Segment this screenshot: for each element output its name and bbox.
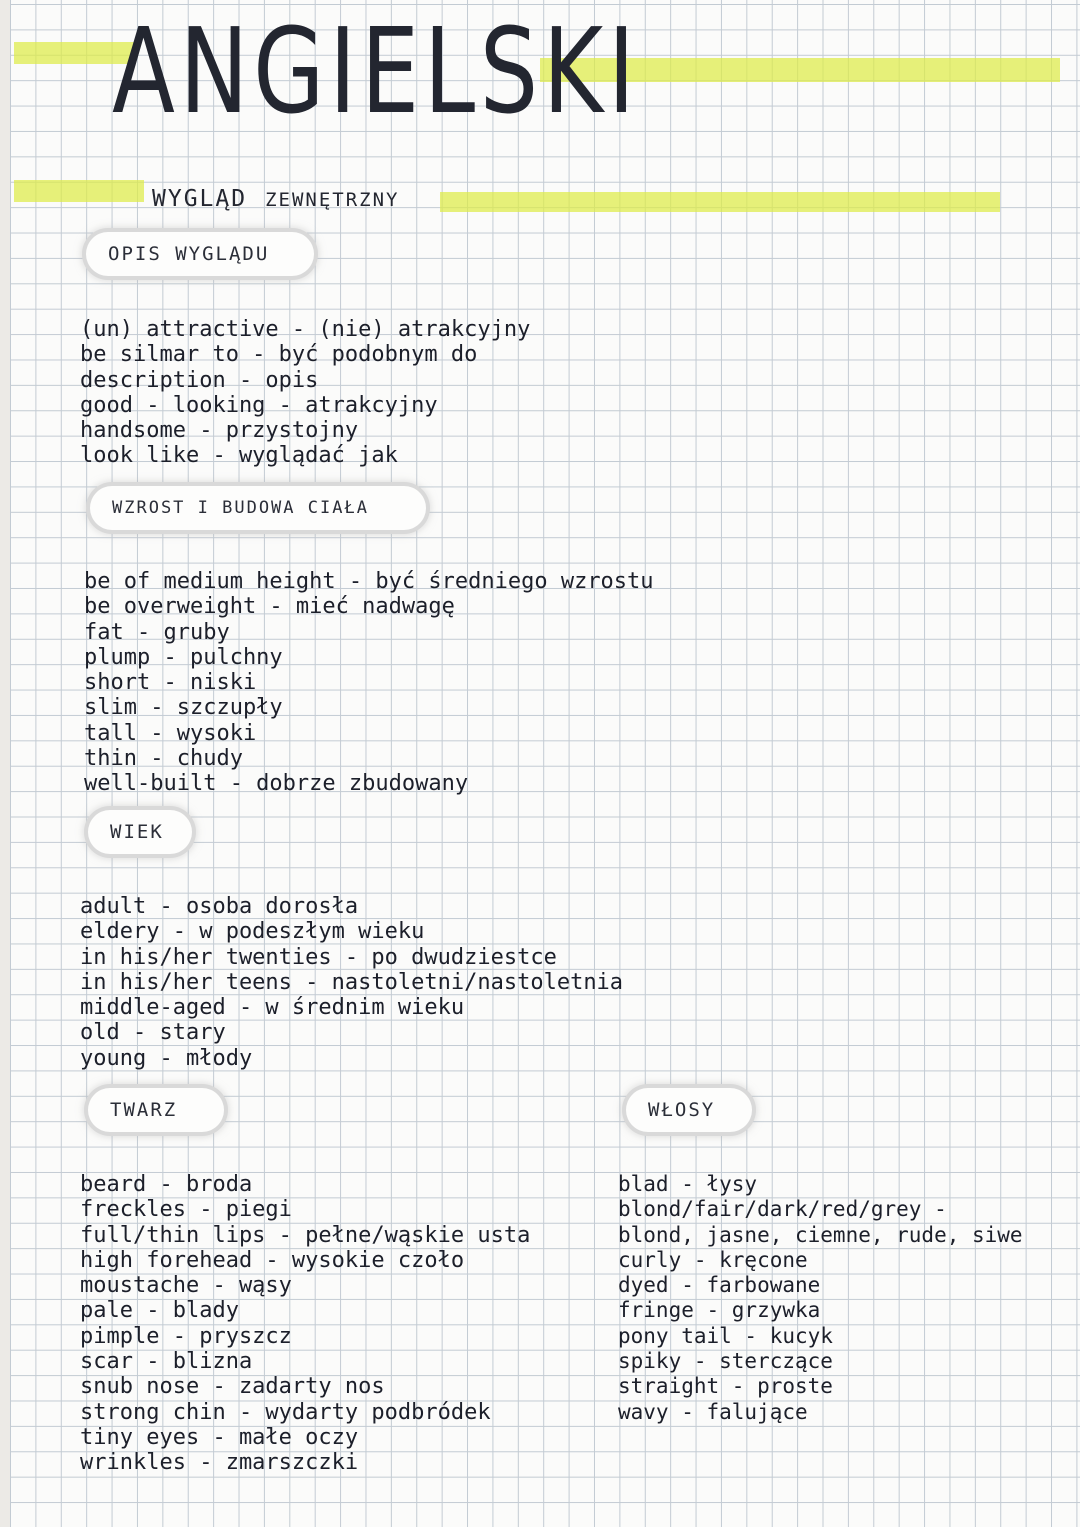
vocab-entry: curly - kręcone: [618, 1247, 808, 1272]
vocab-entry: old - stary: [80, 1020, 226, 1046]
subtitle-word-1: WYGLĄD: [152, 186, 248, 212]
subtitle-highlight-left: [14, 180, 144, 202]
vocab-entry: young - młody: [80, 1045, 253, 1071]
vocab-entry: look like - wyglądać jak: [80, 443, 398, 469]
vocab-entry: pale - blady: [80, 1298, 239, 1324]
vocab-entry: plump - pulchny: [84, 644, 283, 670]
vocab-entry: freckles - piegi: [80, 1197, 292, 1223]
vocab-entry: wavy - falujące: [618, 1399, 808, 1424]
vocab-entry: be overweight - mieć nadwagę: [84, 594, 455, 620]
vocab-entry: pimple - pryszcz: [80, 1323, 292, 1349]
vocab-entry: full/thin lips - pełne/wąskie usta: [80, 1222, 531, 1248]
vocab-list-wzrost: [84, 569, 654, 797]
vocab-entry: (un) attractive - (nie) atrakcyjny: [80, 317, 531, 342]
vocab-entry: in his/her twenties - po dwudziestce: [80, 944, 557, 970]
vocab-list-opis: [80, 317, 530, 469]
vocab-entry: high forehead - wysokie czoło: [80, 1247, 465, 1273]
vocab-entry: straight - proste: [618, 1374, 833, 1399]
vocab-list-wlosy: [618, 1172, 1023, 1425]
vocab-entry: moustache - wąsy: [80, 1273, 292, 1299]
subtitle-word-2: ZEWNĘTRZNY: [265, 189, 400, 211]
vocab-list-twarz: [80, 1172, 530, 1476]
subtitle-highlight-right: [440, 192, 1000, 212]
vocab-entry: strong chin - wydarty podbródek: [80, 1399, 491, 1425]
vocab-entry: pony tail - kucyk: [618, 1323, 833, 1348]
vocab-entry: scar - blizna: [80, 1349, 253, 1375]
vocab-entry: be silmar to - być podobnym do: [80, 342, 478, 368]
page-title: ANGIELSKI: [112, 2, 640, 140]
vocab-entry: be of medium height - być średniego wzrostu: [84, 569, 654, 594]
section-heading-twarz: TWARZ: [88, 1088, 224, 1132]
vocab-entry: dyed - farbowane: [618, 1273, 821, 1298]
page-subtitle: [152, 186, 399, 212]
vocab-entry: tiny eyes - małe oczy: [80, 1424, 359, 1450]
vocab-entry: short - niski: [84, 670, 257, 696]
vocab-entry: fat - gruby: [84, 619, 230, 645]
vocab-entry: adult - osoba dorosła: [80, 894, 359, 919]
vocab-entry: blond, jasne, ciemne, rude, siwe: [618, 1222, 1023, 1247]
vocab-entry: description - opis: [80, 367, 319, 393]
section-heading-wlosy: WŁOSY: [626, 1088, 752, 1132]
vocab-entry: eldery - w podeszłym wieku: [80, 919, 425, 945]
vocab-entry: spiky - sterczące: [618, 1349, 833, 1374]
vocab-entry: in his/her teens - nastoletni/nastoletnia: [80, 969, 624, 995]
vocab-entry: thin - chudy: [84, 746, 243, 772]
vocab-list-wiek: [80, 894, 623, 1071]
vocab-entry: tall - wysoki: [84, 720, 257, 746]
vocab-entry: fringe - grzywka: [618, 1298, 821, 1323]
vocab-entry: beard - broda: [80, 1172, 253, 1197]
vocab-entry: wrinkles - zmarszczki: [80, 1450, 359, 1476]
section-heading-wiek: WIEK: [88, 810, 192, 854]
vocab-entry: middle-aged - w średnim wieku: [80, 995, 465, 1021]
vocab-entry: blond/fair/dark/red/grey -: [618, 1197, 947, 1222]
vocab-entry: slim - szczupły: [84, 695, 283, 721]
vocab-entry: blad - łysy: [618, 1172, 758, 1196]
vocab-entry: handsome - przystojny: [80, 418, 359, 444]
vocab-entry: well-built - dobrze zbudowany: [84, 771, 469, 797]
section-heading-opis: OPIS WYGLĄDU: [86, 232, 314, 276]
section-heading-wzrost: WZROST I BUDOWA CIAŁA: [90, 486, 426, 530]
vocab-entry: snub nose - zadarty nos: [80, 1374, 385, 1400]
vocab-entry: good - looking - atrakcyjny: [80, 392, 438, 418]
